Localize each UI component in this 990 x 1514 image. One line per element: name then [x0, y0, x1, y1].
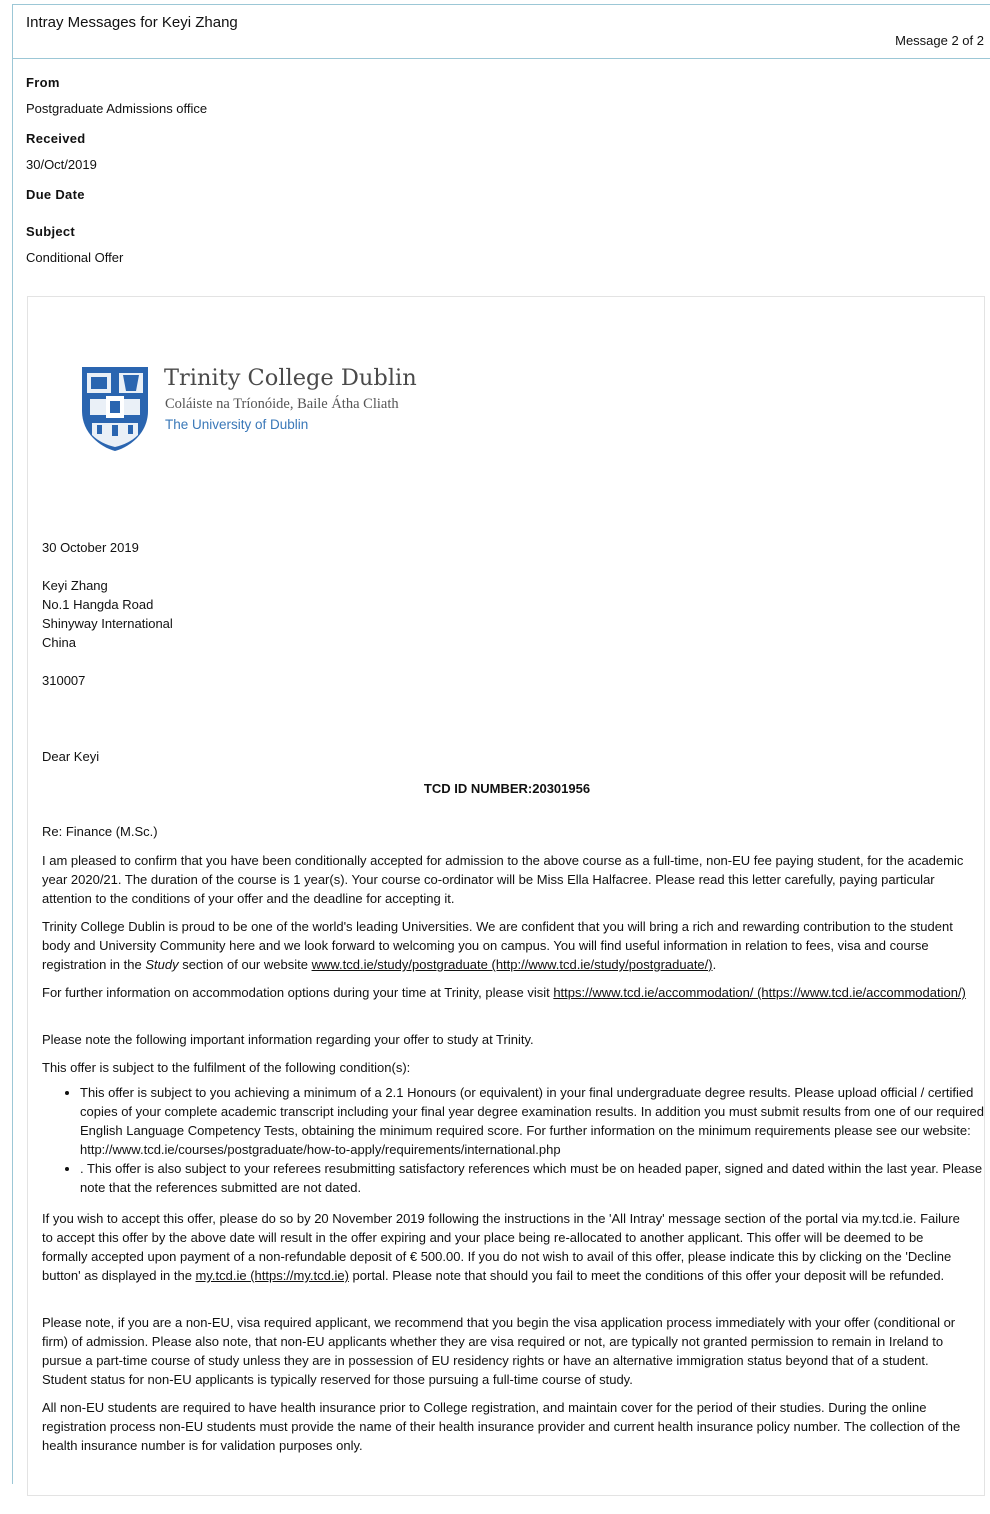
postcode: 310007 — [42, 673, 86, 688]
accommodation-link[interactable]: https://www.tcd.ie/accommodation/ (https://www.tcd.ie/accommodation/) — [553, 985, 966, 1000]
paragraph-text: portal. Please note that should you fail to meet the conditions of this offer your deposit will be refunded. — [348, 1268, 945, 1283]
paragraph-note: Please note the following important information regarding your offer to study at Trinity. — [42, 1032, 534, 1047]
brand-name: Trinity College Dublin — [164, 365, 417, 391]
tcd-crest-icon — [80, 365, 150, 453]
greeting: Dear Keyi — [42, 749, 100, 764]
address-line: Keyi Zhang — [42, 578, 108, 593]
brand-irish-name: Coláiste na Tríonóide, Baile Átha Cliath — [165, 396, 399, 412]
condition-item: • . This offer is also subject to your referees resubmitting satisfactory references which must be on headed paper, signed and dated within the last year. Please note that the references submitted are not dated. — [80, 1159, 990, 1197]
conditions-list — [42, 1083, 990, 1197]
from-value: Postgraduate Admissions office — [26, 101, 208, 116]
paragraph-offer: I am pleased to confirm that you have been conditionally accepted for admission to the above course as a full-time, non-EU fee paying student, for the academic year 2020/21. The duration of the course is 1 year(s). Your course co-ordinator will be Miss Ella Halfacree. Please read this letter carefully, paying particular attention to the conditions of your offer and the deadline for accepting it. — [42, 853, 964, 906]
paragraph-text: If you wish to accept this offer, please do so by 20 November 2019 following the instructions in the 'All Intray' message section of the portal via my.tcd.ie. Failure to accept this offer by the above date will result in the offer expiring and your place being re-allocated to another applicant. This offer will be deemed to be formally accepted upon payment of a non-refundable deposit of € 500.00. If you do not wish to avail of this offer, please indicate this by clicking on the 'Decline button' as displayed in the — [42, 1211, 960, 1283]
re-line: Re: Finance (M.Sc.) — [42, 824, 158, 839]
from-label: From — [26, 75, 60, 90]
message-counter: Message 2 of 2 — [895, 33, 984, 48]
address-line: China — [42, 635, 76, 650]
study-postgraduate-link[interactable]: www.tcd.ie/study/postgraduate (http://www.tcd.ie/study/postgraduate/) — [311, 957, 713, 972]
paragraph-text: . — [712, 957, 717, 972]
message-header — [13, 5, 990, 59]
tcd-id-number: TCD ID NUMBER:20301956 — [423, 781, 591, 796]
paragraph-conditions-intro: This offer is subject to the fulfilment of the following condition(s): — [42, 1060, 411, 1075]
received-value: 30/Oct/2019 — [26, 157, 97, 172]
brand-university: The University of Dublin — [165, 417, 309, 432]
message-frame — [12, 4, 990, 1484]
address-line: No.1 Hangda Road — [42, 597, 154, 612]
received-label: Received — [26, 131, 86, 146]
paragraph-accommodation — [42, 983, 972, 1002]
address-line: Shinyway International — [42, 616, 173, 631]
letter-date: 30 October 2019 — [42, 540, 139, 555]
paragraph-about — [42, 917, 972, 974]
subject-value: Conditional Offer — [26, 250, 124, 265]
condition-item: • This offer is subject to you achieving a minimum of a 2.1 Honours (or equivalent) in your final undergraduate degree results. Please upload official / certified copies of your complete academic transcript including your final year degree examination results. In addition you must submit results from one of our required English Language Competency Tests, obtaining the minimum required score. For further information on the minimum requirements please see our website: http://www.tcd.ie/courses/postgraduate/how-to-apply/requirements/international.php — [80, 1083, 990, 1159]
paragraph-health-insurance: All non-EU students are required to have health insurance prior to College registration, and maintain cover for the period of their studies. During the online registration process non-EU students must provide the name of their health insurance provider and current health insurance policy number. The collection of the health insurance number is for validation purposes only. — [42, 1400, 961, 1453]
subject-label: Subject — [26, 224, 76, 239]
paragraph-text: Trinity College Dublin is proud to be one of the world's leading Universities. We are confident that you will bring a rich and rewarding contribution to the student body and University Community here and we look forward to welcoming you on campus. You will find useful information in relation to fees, visa and course registration in the — [42, 919, 953, 972]
study-italic: Study — [145, 957, 179, 972]
due-date-label: Due Date — [26, 187, 85, 202]
paragraph-accept — [42, 1209, 972, 1285]
page-title: Intray Messages for Keyi Zhang — [26, 14, 238, 31]
paragraph-text: For further information on accommodation options during your time at Trinity, please visit — [42, 985, 554, 1000]
paragraph-text: section of our website — [178, 957, 312, 972]
letter-body — [27, 296, 985, 1496]
paragraph-visa: Please note, if you are a non-EU, visa required applicant, we recommend that you begin the visa application process immediately with your offer (conditional or firm) of admission. Please also note, that non-EU applicants whether they are visa required or not, are typically not granted permission to remain in Ireland to pursue a part-time course of study unless they are in possession of EU residency rights or have an alternative immigration status beyond that of a student. Student status for non-EU applicants is typically reserved for those pursuing a full-time course of study. — [42, 1315, 956, 1387]
my-tcd-link[interactable]: my.tcd.ie (https://my.tcd.ie) — [195, 1268, 349, 1283]
